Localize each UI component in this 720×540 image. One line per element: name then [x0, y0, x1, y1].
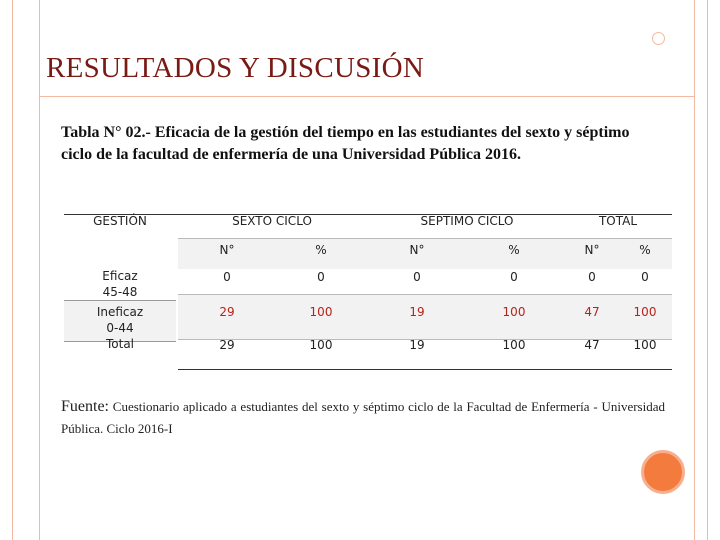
left-frame-decoration: [12, 0, 40, 540]
header-sexto-ciclo: SEXTO CICLO: [232, 214, 312, 228]
table-cell: 100: [502, 338, 526, 352]
table-cell: 47: [584, 305, 600, 319]
table-cell: 47: [584, 338, 600, 352]
subheader-n-septimo: N°: [409, 243, 425, 257]
table-cell: 0: [641, 270, 649, 284]
table-cell: 0: [588, 270, 596, 284]
slide-title: RESULTADOS Y DISCUSIÓN: [46, 52, 425, 84]
table-cell: 100: [309, 338, 333, 352]
table-cell: 0: [317, 270, 325, 284]
table-cell: 29: [219, 338, 235, 352]
table-cell: 0: [510, 270, 518, 284]
row-label-text: Ineficaz: [96, 305, 144, 319]
table-cell: 19: [409, 338, 425, 352]
source-text: Cuestionario aplicado a estudiantes del sexto y séptimo ciclo de la Facultad de Enfermería - Universidad Pública. Ciclo 2016-I: [61, 399, 665, 436]
source-label: Fuente:: [61, 398, 109, 415]
header-gestion: GESTIÓN: [93, 214, 147, 228]
right-frame-decoration: [694, 0, 708, 540]
subheader-n-sexto: N°: [219, 243, 235, 257]
subheader-pct-total: %: [639, 243, 651, 257]
table-caption: Tabla N° 02.- Eficacia de la gestión del tiempo en las estudiantes del sexto y séptimo ciclo de la facultad de enfermería de una Universidad Pública 2016.: [61, 124, 630, 163]
row-label-ineficaz: [64, 304, 176, 336]
row-label-range: 0-44: [106, 321, 134, 335]
orange-circle-ornament: [641, 450, 685, 494]
table-cell: 0: [413, 270, 421, 284]
header-septimo-ciclo: SEPTIMO CICLO: [420, 214, 514, 228]
row-label-total: [64, 336, 176, 352]
title-divider: [40, 96, 694, 97]
source-note: [61, 396, 665, 440]
table-bottom-rule: [178, 369, 672, 370]
table-cell: 100: [633, 305, 657, 319]
table-cell: 100: [633, 338, 657, 352]
table-cell: 100: [502, 305, 526, 319]
table-cell: 19: [409, 305, 425, 319]
table-cell: 29: [219, 305, 235, 319]
row-label-text: Total: [105, 337, 135, 351]
header-total: TOTAL: [598, 214, 638, 228]
row-label-eficaz: [64, 268, 176, 300]
table-cell: 0: [223, 270, 231, 284]
table-cell: 100: [309, 305, 333, 319]
subheader-pct-septimo: %: [508, 243, 520, 257]
row-label-text: Eficaz: [102, 269, 138, 283]
subheader-pct-sexto: %: [315, 243, 327, 257]
subheader-n-total: N°: [584, 243, 600, 257]
small-circle-ornament: [652, 32, 665, 45]
row-label-range: 45-48: [102, 285, 138, 299]
